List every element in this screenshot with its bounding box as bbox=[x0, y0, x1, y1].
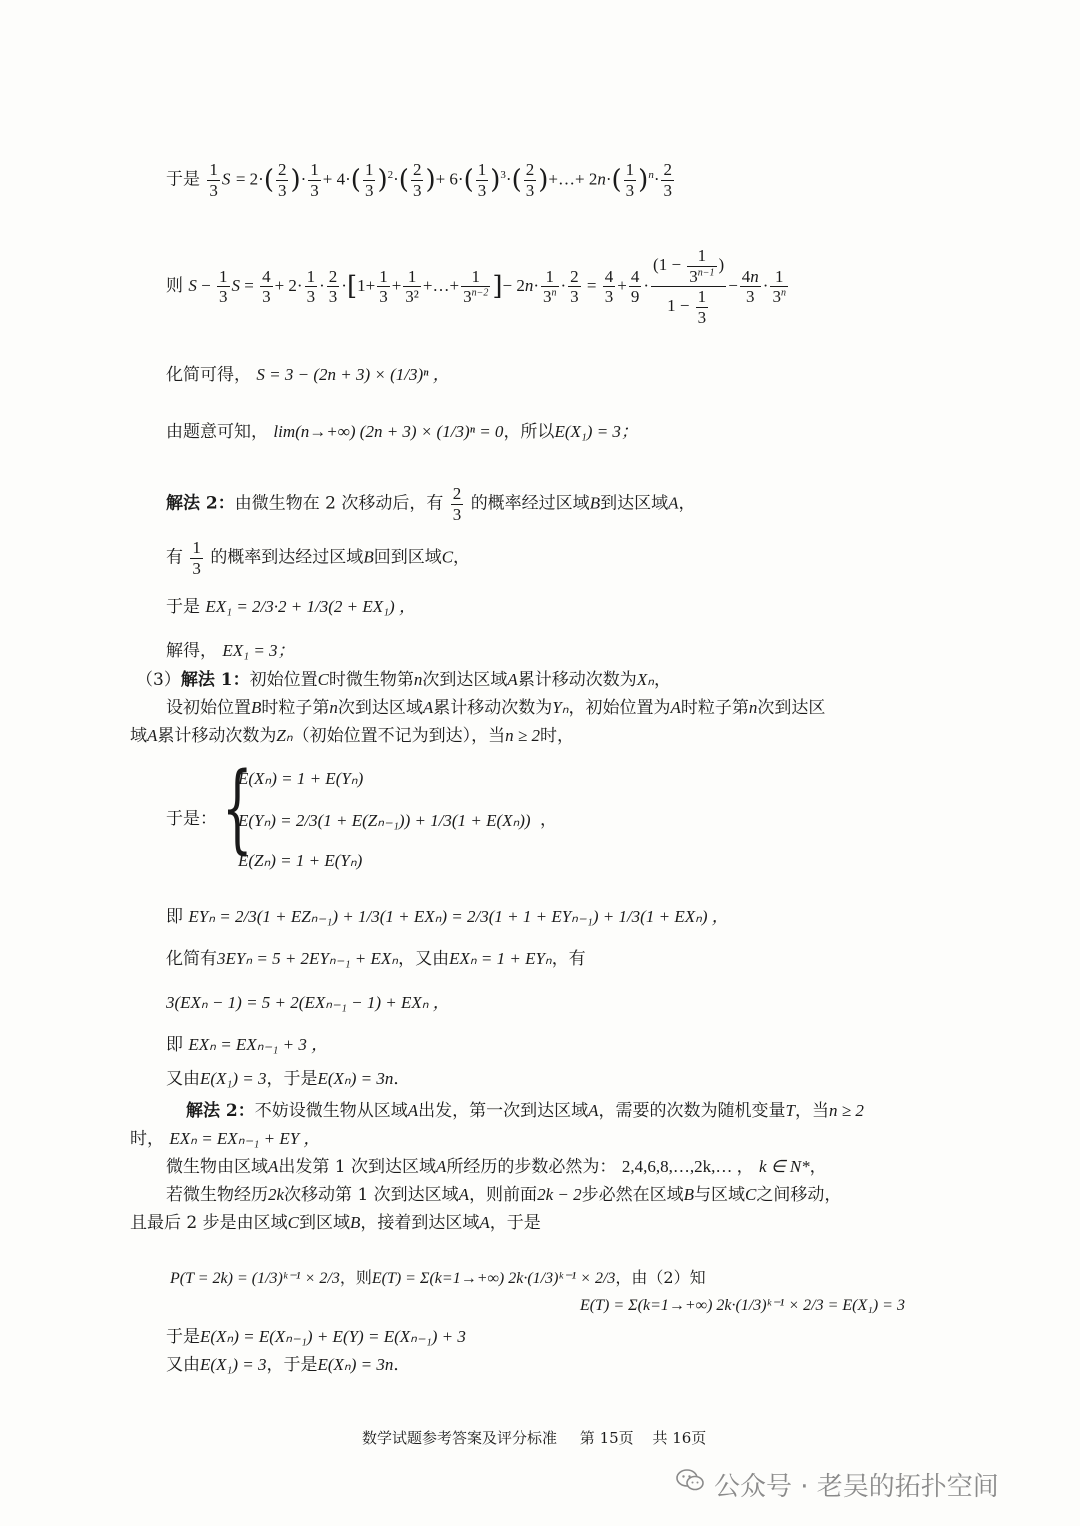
fraction: $\frac{1}{3^n}$ bbox=[543, 266, 557, 307]
text: 到区域 bbox=[298, 1213, 350, 1233]
text: 由微生物在 2 次移动后，有 bbox=[234, 493, 444, 514]
text: ， bbox=[809, 1157, 827, 1177]
formula: EYₙ = 2/3(1 + EZₙ₋₁) + 1/3(1 + EXₙ) = 2/3(1 + 1 + EYₙ₋₁) + 1/3(1 + EXₙ) ， bbox=[188, 907, 729, 926]
footer-total: 共 16页 bbox=[652, 1429, 707, 1447]
method2-line1: 解法 2：由微生物在 2 次移动后，有 $\frac{2}{3}$ 的概率经过区域B到达区域A， bbox=[166, 484, 696, 524]
var: A bbox=[479, 1213, 490, 1232]
var: Zₙ bbox=[276, 726, 293, 745]
limit-line bbox=[166, 423, 638, 441]
text: ，于是 bbox=[266, 1069, 318, 1089]
var: A bbox=[422, 698, 434, 717]
formula: E(X₁) = 3 bbox=[200, 1069, 267, 1088]
simplify-line bbox=[166, 366, 450, 384]
text: 化简可得， bbox=[166, 365, 251, 385]
text: 不妨设微生物从区域 bbox=[254, 1101, 408, 1121]
var: Yₙ bbox=[552, 698, 569, 717]
text: 解得， bbox=[166, 641, 217, 661]
fraction: $\frac{1}{3}$ bbox=[625, 160, 635, 200]
text: 时微生物第 bbox=[328, 670, 414, 690]
var: B bbox=[363, 547, 374, 567]
fraction: $\frac{1}{3}$ bbox=[306, 266, 316, 307]
formula: E(Xₙ) = E(Xₙ₋₁) + E(Y) = E(Xₙ₋₁) + 3 bbox=[200, 1327, 466, 1346]
fraction: $\frac{1}{3}$ bbox=[364, 160, 374, 200]
fraction: $\frac{4n}{3}$ bbox=[741, 266, 759, 307]
text: 且最后 2 步是由区域 bbox=[130, 1213, 288, 1233]
fraction: $\frac{4}{9}$ bbox=[630, 266, 640, 307]
var: 2k bbox=[268, 1185, 285, 1204]
wechat-icon bbox=[676, 1469, 704, 1491]
text: 累计移动次数为 bbox=[157, 726, 277, 746]
text: 于是 bbox=[166, 1327, 200, 1347]
formula: EXₙ = 1 + EYₙ bbox=[449, 949, 552, 968]
var: A bbox=[588, 1101, 599, 1120]
var: n ≥ 2 bbox=[829, 1101, 864, 1120]
if-line bbox=[166, 1186, 841, 1204]
text: 若微生物经历 bbox=[166, 1185, 268, 1205]
watermark-text: 公众号 · 老吴的拓扑空间 bbox=[714, 1472, 999, 1502]
formula: lim(n→+∞) (2n + 3) × (1/3)ⁿ = 0 bbox=[273, 422, 504, 441]
formula: E(Xₙ) = 3n bbox=[317, 1069, 394, 1088]
formula: EX₁ = 2/3·2 + 1/3(2 + EX₁) ， bbox=[205, 597, 416, 616]
s2m-line2 bbox=[130, 1130, 320, 1148]
text: 所经历的步数必然为： bbox=[446, 1157, 617, 1177]
text: 于是 bbox=[166, 597, 200, 617]
fraction: $\frac{1}{3}$ bbox=[192, 538, 201, 578]
steps-line bbox=[166, 1158, 827, 1176]
fraction: $\frac{2}{3}$ bbox=[570, 266, 579, 307]
fraction: $\frac{1}{3}$ bbox=[219, 266, 228, 307]
fraction: $\frac{1}{3^{n-2}}$ bbox=[463, 266, 489, 307]
text: （初始位置不记为到达），当 bbox=[292, 726, 506, 746]
text: 次到达区 bbox=[757, 698, 826, 718]
formula: P(T = 2k) = (1/3)ᵏ⁻¹ × 2/3 bbox=[170, 1270, 340, 1287]
text: 域 bbox=[130, 726, 147, 746]
text: ，于是 bbox=[266, 1355, 318, 1375]
text: ，初始位置为 bbox=[568, 698, 671, 718]
system-eq-2: E(Yₙ) = 2/3(1 + E(Zₙ₋₁)) + 1/3(1 + E(Xₙ)) bbox=[238, 811, 531, 830]
text: 时粒子第 bbox=[680, 698, 749, 718]
var: B bbox=[683, 1185, 694, 1204]
fraction: $\frac{2}{3}$ bbox=[412, 160, 422, 200]
text: ． bbox=[393, 1355, 411, 1375]
text: ，由（2）知 bbox=[615, 1268, 706, 1287]
text: 于是 bbox=[166, 169, 200, 190]
simplify-2 bbox=[166, 950, 586, 968]
text: 出发第 1 次到达区域 bbox=[278, 1157, 437, 1177]
probability-line-2: E(T) = Σ(k=1→+∞) 2k·(1/3)ᵏ⁻¹ × 2/3 = E(X₁) = 3 bbox=[580, 1297, 905, 1314]
fraction: $\frac{2}{3}$ bbox=[452, 484, 462, 524]
text: ，又由 bbox=[398, 949, 450, 969]
text: ，需要的次数为随机变量 bbox=[598, 1101, 786, 1121]
var: B bbox=[349, 1213, 361, 1232]
text: 微生物由区域 bbox=[166, 1157, 268, 1177]
method2-solve bbox=[166, 642, 295, 660]
heading: 解法 1： bbox=[180, 670, 250, 690]
heading: 解法 2： bbox=[166, 493, 235, 514]
text: 初始位置 bbox=[249, 670, 318, 690]
part3-line2 bbox=[166, 699, 825, 717]
var: Xₙ bbox=[636, 670, 654, 689]
text: 之间移动， bbox=[756, 1185, 842, 1205]
text: 到达区域 bbox=[600, 493, 669, 514]
text: 设初始位置 bbox=[166, 698, 251, 718]
var: A bbox=[668, 493, 679, 513]
fraction: $\frac{1}{3}$ bbox=[310, 160, 319, 200]
heading: 解法 2： bbox=[186, 1101, 255, 1121]
text: ，则 bbox=[339, 1268, 372, 1287]
text: ，当 bbox=[795, 1101, 829, 1121]
formula: 3EYₙ = 5 + 2EYₙ₋₁ + EXₙ bbox=[217, 949, 399, 968]
var: A bbox=[458, 1185, 470, 1204]
text: 累计移动次数为 bbox=[517, 670, 637, 690]
text: 即 bbox=[166, 1035, 183, 1055]
var: n bbox=[413, 670, 423, 689]
text: ，于是 bbox=[489, 1213, 541, 1233]
var: C bbox=[287, 1213, 299, 1232]
fraction: $\frac{1}{3}$ bbox=[379, 266, 388, 307]
text: 有 bbox=[166, 547, 183, 568]
formula: 2,4,6,8,…,2k,… ， bbox=[621, 1157, 754, 1176]
var: B bbox=[589, 493, 601, 513]
text: ，有 bbox=[551, 949, 586, 969]
formula: E(X₁) = 3 bbox=[200, 1355, 267, 1374]
text: 的概率经过区域 bbox=[470, 493, 590, 514]
text: ，所以 bbox=[503, 422, 555, 442]
fraction: $\frac{2}{3}$ bbox=[277, 160, 287, 200]
fraction: $\frac{2}{3}$ bbox=[525, 160, 535, 200]
var: B bbox=[251, 698, 262, 717]
probability-line bbox=[170, 1270, 706, 1287]
text: 与区域 bbox=[693, 1185, 745, 1205]
label: （3） bbox=[136, 670, 181, 690]
eq-ji bbox=[166, 908, 729, 926]
text: 由题意可知， bbox=[166, 422, 268, 442]
part3-line1: （3）解法 1：初始位置C时微生物第n次到达区域A累计移动次数为Xₙ， bbox=[136, 670, 671, 690]
formula: E(T) = Σ(k=1→+∞) 2k·(1/3)ᵏ⁻¹ × 2/3 bbox=[371, 1270, 616, 1287]
fraction: $\frac{4}{3}$ bbox=[604, 266, 614, 307]
footer-page: 第 15页 bbox=[579, 1429, 634, 1447]
var: A bbox=[670, 698, 681, 717]
text: 的概率到达经过区域 bbox=[210, 547, 364, 568]
text: 化简有 bbox=[166, 949, 217, 969]
formula-line-1: 于是 $\frac{1}{3}$ S = 2·( $\frac{2}{3}$ )· $\frac{1}{3}$ + 4·( $\frac{1}{3}$ )$^2$·( $\frac{2}{3}$ )+ 6·( $\frac{1}{3}$ )$^3$·( $\frac{2}{3}$ )+…+ 2n·( $\frac{1}{3}$ )$^n$· $\frac{2}{3}$ bbox=[166, 160, 672, 200]
text: 次到达区域 bbox=[337, 698, 423, 718]
formula: EX₁ = 3； bbox=[222, 641, 295, 660]
system-eq-3: E(Zₙ) = 1 + E(Yₙ) bbox=[238, 851, 363, 870]
fraction: $\frac{1}{\text{3²}}$ bbox=[405, 266, 419, 307]
text: 累计移动次数为 bbox=[433, 698, 553, 718]
fraction: $\frac{1}{3^n}$ bbox=[772, 266, 786, 307]
var: 2k − 2 bbox=[537, 1185, 582, 1204]
text: 次移动第 1 次到达区域 bbox=[284, 1185, 459, 1205]
fraction: (1 − $\frac{1}{3^{n-1}}$ ) 1 − $\frac{1}{3}$ bbox=[653, 246, 725, 327]
var: C bbox=[744, 1185, 757, 1204]
var: n bbox=[748, 698, 758, 717]
formula-line-2: 则 S − $\frac{1}{3}$ S = $\frac{4}{3}$ + 2· $\frac{1}{3}$ · $\frac{2}{3}$ ·[1+ $\frac{1}{3}$ + $\frac{1}{\text{3²}}$ +…+ $\frac{1}{3^{n-2}}$ ]− 2n· $\frac{1}{3^n}$ · $\frac{2}{3}$ = $\frac{4}{3}$ + $\frac{4}{9}$ · (1 − $\frac{1}{3^{n-1}}$ ) 1 − $\frac{1}{3}$ − $\frac{4n}{3}$ · $\frac{1}{3^n}$ bbox=[166, 246, 786, 327]
var: C bbox=[441, 547, 454, 567]
text: 出发，第一次到达区域 bbox=[418, 1101, 589, 1121]
formula: E(Xₙ) = 3n bbox=[317, 1355, 394, 1374]
fraction: $\frac{2}{3}$ bbox=[328, 266, 338, 307]
text: 又由 bbox=[166, 1355, 200, 1375]
text: 回到区域 bbox=[373, 547, 442, 568]
text: 时， bbox=[130, 1129, 164, 1149]
text: 则 bbox=[166, 276, 183, 297]
page-footer bbox=[362, 1431, 706, 1446]
var: C bbox=[317, 670, 329, 689]
var: n bbox=[329, 698, 338, 717]
final-1 bbox=[166, 1328, 466, 1346]
system-suffix: ， bbox=[540, 810, 557, 830]
text: 又由 bbox=[166, 1069, 200, 1089]
formula: EXₙ = EXₙ₋₁ + 3 ， bbox=[188, 1035, 329, 1054]
text: ． bbox=[393, 1069, 411, 1089]
formula: E(X₁) = 3； bbox=[554, 422, 638, 441]
s2m-line1 bbox=[186, 1102, 864, 1120]
formula: EXₙ = EXₙ₋₁ + EY ， bbox=[169, 1129, 321, 1148]
var: T bbox=[785, 1101, 795, 1120]
system-eq-1: E(Xₙ) = 1 + E(Yₙ) bbox=[238, 769, 364, 788]
text: 次到达区域 bbox=[422, 670, 508, 690]
formula: k ∈ N* bbox=[758, 1157, 810, 1176]
var: n ≥ 2 bbox=[505, 726, 540, 745]
text: ，则前面 bbox=[469, 1185, 538, 1205]
method2-line2: 有 $\frac{1}{3}$ 的概率到达经过区域B回到区域C， bbox=[166, 538, 471, 578]
fraction: $\frac{2}{3}$ bbox=[663, 160, 672, 200]
footer-subject: 数学试题参考答案及评分标准 bbox=[362, 1429, 558, 1447]
text: ，接着到达区域 bbox=[360, 1213, 480, 1233]
part3-line3 bbox=[130, 727, 574, 745]
method2-ex bbox=[166, 598, 416, 616]
system-prefix: 于是： bbox=[166, 809, 217, 829]
conclusion-1 bbox=[166, 1070, 410, 1088]
var: A bbox=[268, 1157, 279, 1176]
relation: 3(EXₙ − 1) = 5 + 2(EXₙ₋₁ − 1) + EXₙ ， bbox=[166, 993, 450, 1012]
final-2 bbox=[166, 1356, 410, 1374]
text: 步必然在区域 bbox=[581, 1185, 684, 1205]
last-line bbox=[130, 1214, 541, 1232]
text: 时粒子第 bbox=[261, 698, 330, 718]
text: 时， bbox=[539, 726, 574, 746]
var: A bbox=[436, 1157, 447, 1176]
formula: S = 3 − (2n + 3) × (1/3)ⁿ ， bbox=[256, 365, 450, 384]
left-brace: { bbox=[222, 752, 253, 864]
var: A bbox=[507, 670, 518, 689]
recurrence bbox=[166, 1036, 328, 1054]
var: A bbox=[147, 726, 158, 745]
fraction: $\frac{1}{3}$ bbox=[477, 160, 487, 200]
var: A bbox=[407, 1101, 419, 1120]
text: 即 bbox=[166, 907, 183, 927]
fraction: $\frac{1}{3}$ bbox=[209, 160, 218, 200]
fraction: $\frac{4}{3}$ bbox=[262, 266, 271, 307]
